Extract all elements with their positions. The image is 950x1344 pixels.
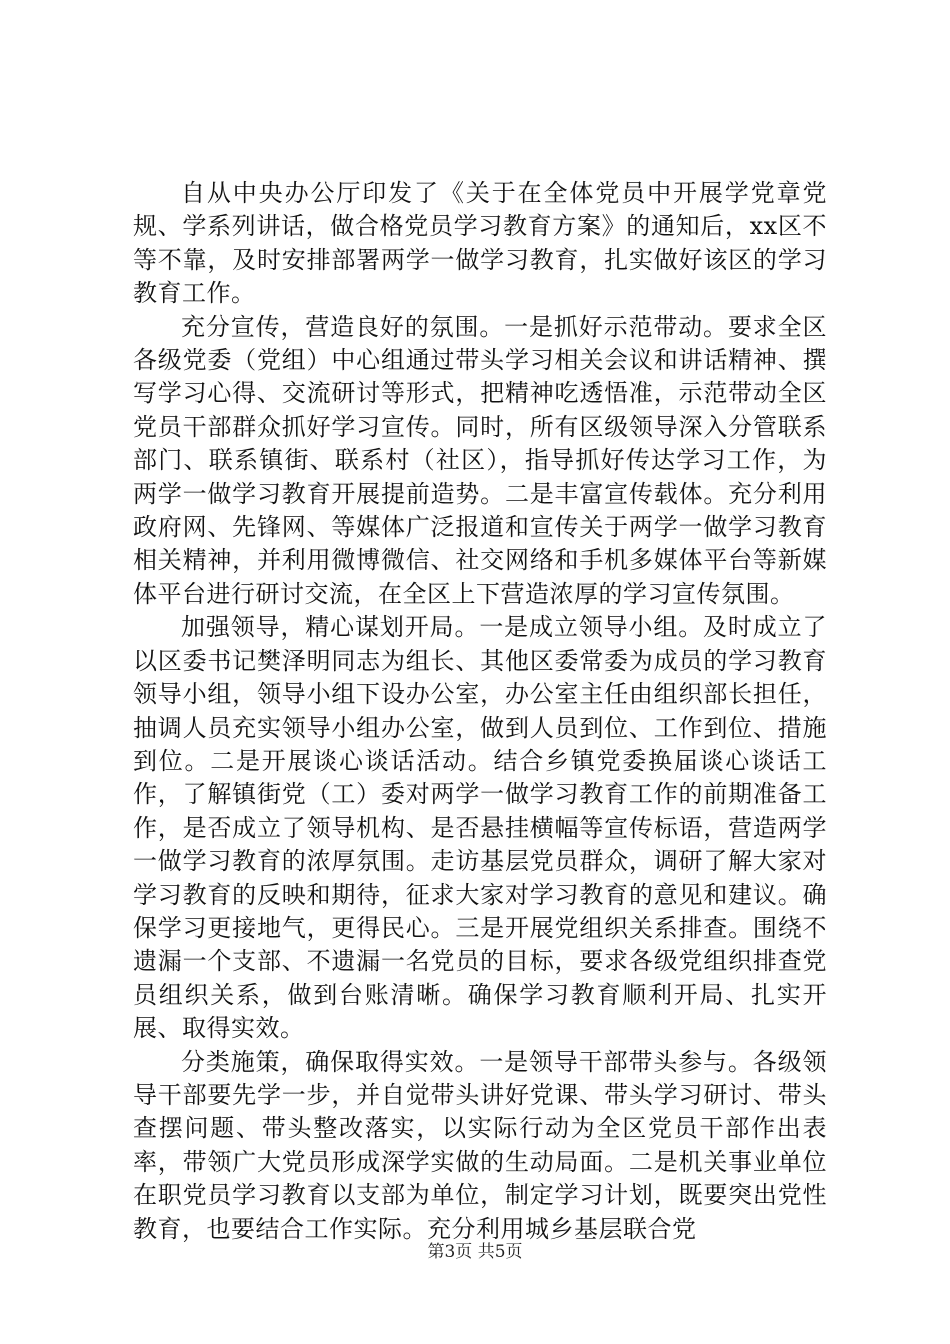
page-number-footer: 第3页 共5页 [427, 1242, 523, 1262]
paragraph-leadership: 加强领导，精心谋划开局。一是成立领导小组。及时成立了以区委书记樊泽明同志为组长、其他区委常委为成员的学习教育领导小组，领导小组下设办公室，办公室主任由组织部长担任，抽调人员充实领导小组办公室，做到人员到位、工作到位、措施到位。二是开展谈心谈话活动。结合乡镇党委换届谈心谈话工作，了解镇街党（工）委对两学一做学习教育工作的前期准备工作，是否成立了领导机构、是否悬挂横幅等宣传标语，营造两学一做学习教育的浓厚氛围。走访基层党员群众，调研了解大家对学习教育的反映和期待，征求大家对学习教育的意见和建议。确保学习更接地气，更得民心。三是开展党组织关系排查。围绕不遗漏一个支部、不遗漏一名党员的目标，要求各级党组织排查党员组织关系，做到台账清晰。确保学习教育顺利开局、扎实开展、取得实效。 [133, 613, 827, 1043]
document-body [133, 177, 827, 1246]
paragraph-intro: 自从中央办公厅印发了《关于在全体党员中开展学党章党规、学系列讲话，做合格党员学习教育方案》的通知后，xx区不等不靠，及时安排部署两学一做学习教育，扎实做好该区的学习教育工作。 [133, 179, 827, 308]
paragraph-measures: 分类施策，确保取得实效。一是领导干部带头参与。各级领导干部要先学一步，并自觉带头讲好党课、带头学习研讨、带头查摆问题、带头整改落实，以实际行动为全区党员干部作出表率，带领广大党员形成深学实做的生动局面。二是机关事业单位在职党员学习教育以支部为单位，制定学习计划，既要突出党性教育，也要结合工作实际。充分利用城乡基层联合党 [133, 1047, 827, 1243]
paragraph-publicity: 充分宣传，营造良好的氛围。一是抓好示范带动。要求全区各级党委（党组）中心组通过带头学习相关会议和讲话精神、撰写学习心得、交流研讨等形式，把精神吃透悟准，示范带动全区党员干部群众抓好学习宣传。同时，所有区级领导深入分管联系部门、联系镇街、联系村（社区），指导抓好传达学习工作，为两学一做学习教育开展提前造势。二是丰富宣传载体。充分利用政府网、先锋网、等媒体广泛报道和宣传关于两学一做学习教育相关精神，并利用微博微信、社交网络和手机多媒体平台等新媒体平台进行研讨交流，在全区上下营造浓厚的学习宣传氛围。 [133, 312, 827, 608]
